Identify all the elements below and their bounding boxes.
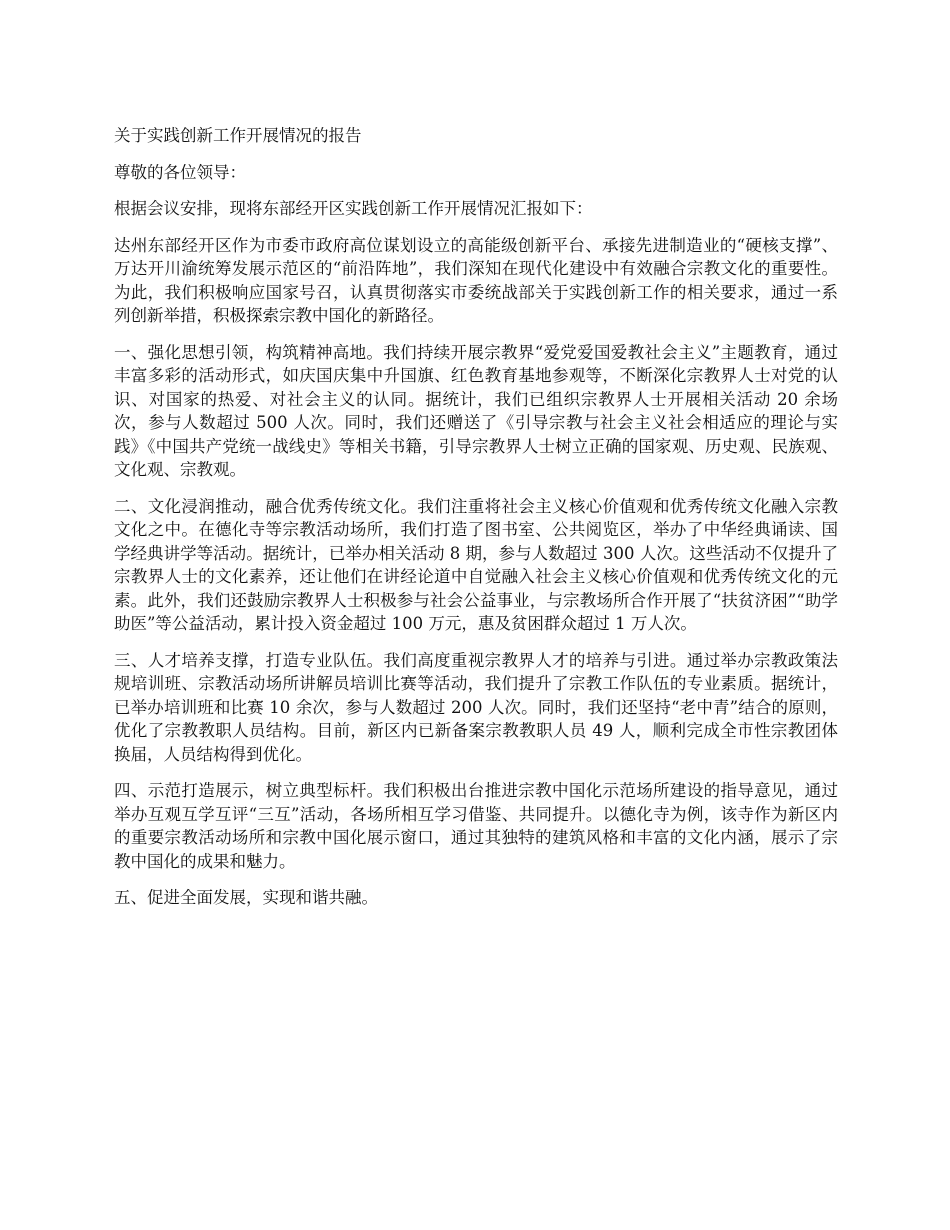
intro-paragraph: 根据会议安排，现将东部经开区实践创新工作开展情况汇报如下：: [114, 199, 593, 218]
paragraph-section-5: 五、促进全面发展，实现和谐共融。: [114, 888, 378, 907]
document-title: 关于实践创新工作开展情况的报告: [114, 126, 362, 145]
salutation: 尊敬的各位领导：: [114, 162, 246, 182]
document-body: [114, 124, 838, 923]
paragraph-section-3: 三、人才培养支撑，打造专业队伍。我们高度重视宗教界人才的培养与引进。通过举办宗教政策法规培训班、宗教活动场所讲解员培训比赛等活动，我们提升了宗教工作队伍的专业素质。据统计，已举办培训班和比赛 10 余次，参与人数超过 200 人次。同时，我们还坚持“老中青”结合的原则，优化了宗教教职人员结构。目前，新区内已新备案宗教教职人员 49 人，顺利完成全市性宗教团体换届，人员结构得到优化。: [114, 650, 838, 764]
paragraph-section-2: 二、文化浸润推动，融合优秀传统文化。我们注重将社会主义核心价值观和优秀传统文化融入宗教文化之中。在德化寺等宗教活动场所，我们打造了图书室、公共阅览区，举办了中华经典诵读、国学经典讲学等活动。据统计，已举办相关活动 8 期，参与人数超过 300 人次。这些活动不仅提升了宗教界人士的文化素养，还让他们在讲经论道中自觉融入社会主义核心价值观和优秀传统文化的元素。此外，我们还鼓励宗教界人士积极参与社会公益事业，与宗教场所合作开展了“扶贫济困”“助学助医”等公益活动，累计投入资金超过 100 万元，惠及贫困群众超过 1 万人次。: [114, 496, 838, 633]
paragraph-overview: 达州东部经开区作为市委市政府高位谋划设立的高能级创新平台、承接先进制造业的“硬核支撑”、万达开川渝统筹发展示范区的“前沿阵地”，我们深知在现代化建设中有效融合宗教文化的重要性。为此，我们积极响应国家号召，认真贯彻落实市委统战部关于实践创新工作的相关要求，通过一系列创新举措，积极探索宗教中国化的新路径。: [114, 235, 838, 325]
paragraph-section-4: 四、示范打造展示，树立典型标杆。我们积极出台推进宗教中国化示范场所建设的指导意见，通过举办互观互学互评“三互”活动，各场所相互学习借鉴、共同提升。以德化寺为例，该寺作为新区内的重要宗教活动场所和宗教中国化展示窗口，通过其独特的建筑风格和丰富的文化内涵，展示了宗教中国化的成果和魅力。: [114, 781, 838, 871]
paragraph-section-1: 一、强化思想引领，构筑精神高地。我们持续开展宗教界“爱党爱国爱教社会主义”主题教育，通过丰富多彩的活动形式，如庆国庆集中升国旗、红色教育基地参观等，不断深化宗教界人士对党的认识、对国家的热爱、对社会主义的认同。据统计，我们已组织宗教界人士开展相关活动 20 余场次，参与人数超过 500 人次。同时，我们还赠送了《引导宗教与社会主义社会相适应的理论与实践》《中国共产党统一战线史》等相关书籍，引导宗教界人士树立正确的国家观、历史观、民族观、文化观、宗教观。: [114, 342, 838, 479]
